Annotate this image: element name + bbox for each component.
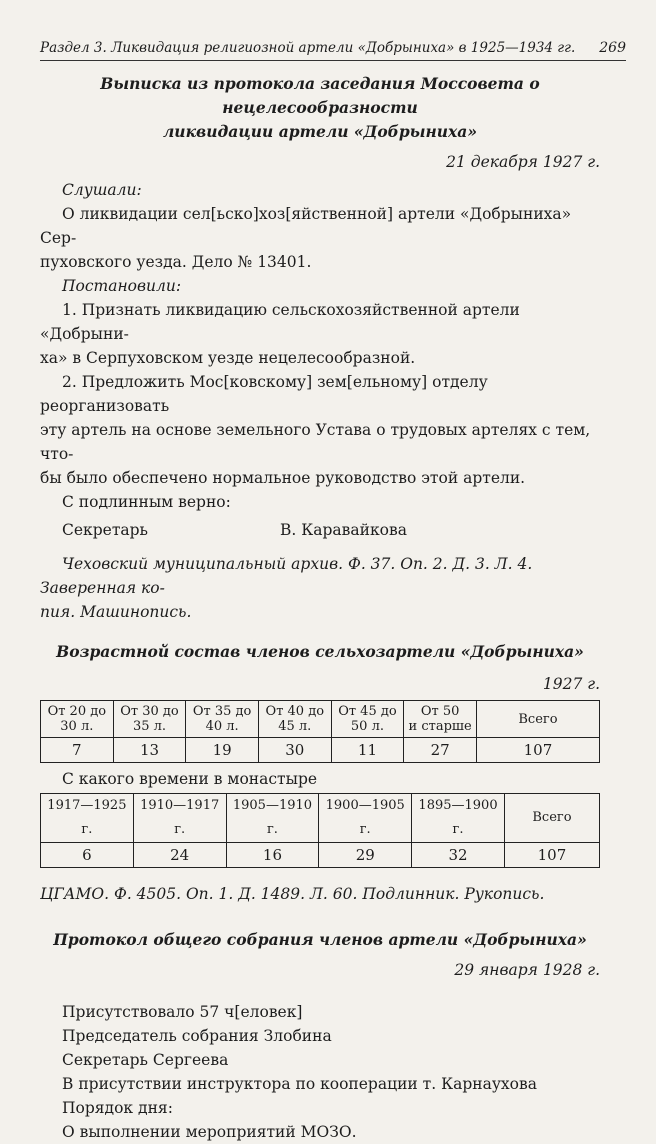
doc1-item1: 1. Признать ликвидацию сельскохозяйственной артели «Добрыни- [40, 301, 520, 343]
doc1-title-line: Выписка из протокола заседания Моссовета о нецелесообразности [100, 74, 540, 117]
doc3-line: Председатель собрания Злобина [62, 1027, 332, 1045]
age-table-header-over-50 [404, 701, 477, 738]
doc1-secretary-label: Секретарь [62, 521, 148, 539]
doc1-signature-row [40, 518, 600, 542]
doc1-item2: эту артель на основе земельного Устава о трудовых артелях с тем, что- [40, 421, 591, 463]
doc1-title-line: ликвидации артели «Добрыниха» [162, 122, 478, 141]
age-table-header: От 20 до 30 л. [41, 701, 114, 738]
age-table-header: От 45 до 50 л. [331, 701, 404, 738]
doc1-title [40, 72, 600, 144]
age-table-header: От 35 до 40 л. [186, 701, 259, 738]
since-table-header: 1900—1905 г. [319, 794, 412, 843]
since-table-header: 1905—1910 г. [226, 794, 319, 843]
doc1-item2: 2. Предложить Мос[ковскому] зем[ельному] отделу реорганизовать [40, 373, 488, 415]
age-table-row [41, 738, 600, 763]
doc1-heard-label: Слушали: [62, 181, 142, 199]
age-table-header-row [41, 701, 600, 738]
doc1-secretary-name: В. Каравайкова [280, 521, 407, 539]
since-table-header: 1895—1900 г. [412, 794, 505, 843]
since-table-cell: 6 [41, 843, 134, 868]
doc1-certified: С подлинным верно: [62, 493, 231, 511]
running-title: Раздел 3. Ликвидация религиозной артели «Добрыниха» в 1925—1934 гг. [40, 40, 576, 56]
age-table [40, 700, 600, 763]
since-table-header: 1910—1917 г. [133, 794, 226, 843]
since-label: С какого времени в монастыре [62, 770, 318, 788]
doc3-line: Секретарь Сергеева [62, 1051, 229, 1069]
doc1-resolved-label: Постановили: [62, 277, 182, 295]
doc3-line: Порядок дня: [62, 1099, 173, 1117]
age-table-header: От 40 до 45 л. [258, 701, 331, 738]
since-table-cell: 107 [504, 843, 599, 868]
doc2-source: ЦГАМО. Ф. 4505. Оп. 1. Д. 1489. Л. 60. Подлинник. Рукопись. [40, 885, 545, 903]
since-table-cell: 24 [133, 843, 226, 868]
since-table-cell: 29 [319, 843, 412, 868]
since-table [40, 793, 600, 868]
age-table-header-line: От 50 [420, 704, 460, 719]
since-table-cell: 32 [412, 843, 505, 868]
age-table-cell: 30 [258, 738, 331, 763]
doc3-line: О выполнении мероприятий МОЗО. [62, 1123, 357, 1141]
age-table-cell: 19 [186, 738, 259, 763]
age-table-cell: 7 [41, 738, 114, 763]
age-table-header-line: и старше [408, 719, 472, 734]
doc1-date: 21 декабря 1927 г. [446, 153, 600, 171]
since-table-header-row [41, 794, 600, 843]
age-table-header: От 30 до 35 л. [113, 701, 186, 738]
doc3-line: В присутствии инструктора по кооперации т. Карнаухова [62, 1075, 537, 1093]
doc1-item1: ха» в Серпуховском уезде нецелесообразной. [40, 349, 416, 367]
age-table-cell: 13 [113, 738, 186, 763]
page-number: 269 [599, 40, 626, 56]
since-table-row [41, 843, 600, 868]
doc1-heard-text: О ликвидации сел[ьско]хоз[яйственной] артели «Добрыниха» Сер- [40, 205, 572, 247]
doc3-body [40, 1000, 600, 1144]
age-table-header: Всего [476, 701, 599, 738]
age-table-cell: 27 [404, 738, 477, 763]
doc1-source: пия. Машинопись. [40, 603, 192, 621]
doc1-heard-text: пуховского уезда. Дело № 13401. [40, 253, 312, 271]
doc2-title: Возрастной состав членов сельхозартели «Добрыниха» [56, 642, 584, 661]
running-header [40, 40, 626, 61]
doc2-date: 1927 г. [542, 675, 600, 693]
age-table-cell: 107 [476, 738, 599, 763]
since-table-header: Всего [504, 794, 599, 843]
doc1-item2: бы было обеспечено нормальное руководство этой артели. [40, 469, 526, 487]
age-table-cell: 11 [331, 738, 404, 763]
doc3-date: 29 января 1928 г. [454, 961, 600, 979]
doc3-line: Присутствовало 57 ч[еловек] [62, 1003, 303, 1021]
doc1-source: Чеховский муниципальный архив. Ф. 37. Оп. 2. Д. 3. Л. 4. Заверенная ко- [40, 555, 533, 597]
since-table-cell: 16 [226, 843, 319, 868]
doc3-title: Протокол общего собрания членов артели «Добрыниха» [53, 930, 587, 949]
page-content [40, 72, 600, 1144]
since-table-header: 1917—1925 г. [41, 794, 134, 843]
